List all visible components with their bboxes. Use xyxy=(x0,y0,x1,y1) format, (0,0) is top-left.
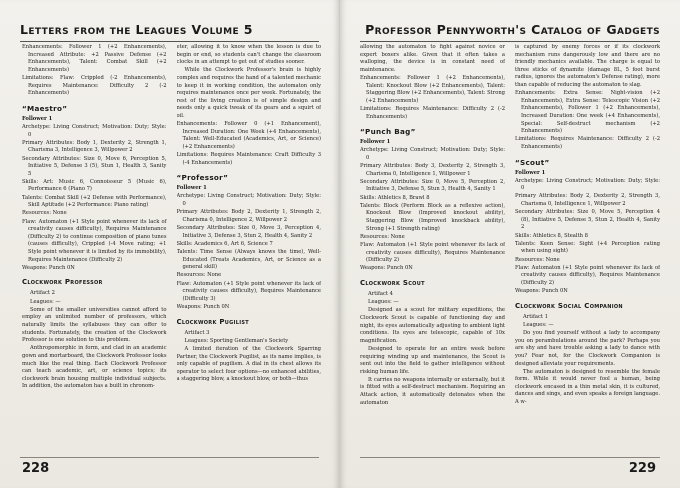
body-paragraph: Designed as a scout for military expeditions, the Clockwork Scout is capable of functioning day and night, its eyes automatically adjusting to ambient light conditions. Its eyes are telescopic, capable of 10x magnification. xyxy=(360,307,505,344)
stat-line: Talents: Combat Skill (+2 Defense with Performance), Skill Aptitude (+2 Performance: Piano rating) xyxy=(22,194,167,209)
stat-line: Follower 1 xyxy=(176,185,207,192)
stat-line: Skills: Art: Music 6, Connoisseur 5 (Music 6), Performance 6 (Piano 7) xyxy=(22,178,167,193)
stat-line: Flaw: Automaton (+1 Style point whenever its lack of creativity causes difficulty), Requires Maintenance (Difficulty 3) xyxy=(176,280,321,302)
body-paragraph: Some of the smaller universities cannot afford to employ an unlimited number of professors, which naturally limits the syllabuses they can offer to students. Fortunately, the creation of the Clockwork Professor is one solution to this problem. xyxy=(22,306,167,344)
stat-line: Weapons: Punch 0N xyxy=(176,303,230,310)
stat-line: Primary Attributes: Body 2, Dexterity 1, Strength 2, Charisma 0, Intelligence 2, Willpower 2 xyxy=(176,209,321,223)
artifact-level: Artifact 1 xyxy=(523,313,548,320)
column-right xyxy=(177,44,322,454)
column-left xyxy=(22,44,167,454)
stat-line: Skills: Academics 6, Art 6, Science 7 xyxy=(176,240,273,247)
follower-heading: “Professor” xyxy=(176,173,229,183)
stat-line: Talents: Time Sense (Always knows the time), Well-Educated (Treats Academics, Art, or Science as a general skill) xyxy=(176,249,321,271)
body-paragraph: eter, allowing it to know when the lesson is due to begin or end, so students can't change the classroom clocks in an attempt to get out of studies sooner. xyxy=(176,44,321,66)
stat-line: Secondary Attributes: Size 0, Move 6, Perception 5, Initiative 5, Defense 3 (5), Stun 1, Health 3, Sanity 5 xyxy=(22,155,167,177)
stat-line: Archetype: Living Construct; Motivation: Duty; Style: 0 xyxy=(515,177,660,192)
artifact-level: Artifact 3 xyxy=(184,329,210,336)
footer-rule xyxy=(20,457,319,458)
follower-heading: “Scout” xyxy=(515,157,550,167)
body-paragraph: is captured by enemy forces or if its clockwork mechanism runs dangerously low and there are no friendly mechanics available. The charge is equal to three sticks of dynamite (damage 8L, 5 foot burst radius, ignores the automaton's Defense rating), more than capable of reducing the automaton to slag. xyxy=(515,44,660,88)
stat-line: Weapons: Punch 0N xyxy=(360,265,413,272)
stat-line: Secondary Attributes: Size 0, Move 5, Perception 2, Initiative 3, Defense 5, Stun 3, Health 4, Sanity 1 xyxy=(360,178,505,193)
artifact-level: Artifact 2 xyxy=(30,290,55,297)
stat-line: Skills: Athletics 8, Brawl 8 xyxy=(360,194,430,201)
stat-line: Flaw: Automaton (+1 Style point whenever its lack of creativity causes difficulty), Requires Maintenance (Difficulty 2) to continue composition of piano tunes (causes difficulty), Crippled (-4 Move rating; +1 Style point whenever it is limited by its immobility), Requires Maintenance (Difficulty 2) xyxy=(22,218,167,263)
stat-line: Follower 1 xyxy=(22,115,53,122)
follower-heading: “Maestro” xyxy=(22,103,68,113)
page-number: 228 xyxy=(22,461,50,476)
text-columns xyxy=(22,44,321,454)
enhancements-text: Enhancements: Follower 1 (+2 Enhancements), Increased Attribute: +2 Passive Defense (+2 Enhancements), Talent: Combat Skill (+2 Enhancements) xyxy=(22,44,167,73)
stat-line: Archetype: Living Construct; Motivation: Duty; Style: 0 xyxy=(176,193,321,208)
stat-line: Secondary Attributes: Size 0, Move 5, Perception 4 (8), Initiative 5, Defense 5, Stun 2, Health 4, Sanity 2 xyxy=(515,209,660,231)
limitations-text: Limitations: Requires Maintenance: Difficulty 2 (-2 Enhancements) xyxy=(360,105,505,120)
artifact-leagues: Leagues: Sporting Gentleman's Society xyxy=(184,337,289,344)
stat-line: Follower 1 xyxy=(360,139,391,146)
artifact-heading: Clockwork Pugilist xyxy=(176,317,249,326)
stat-line: Flaw: Automaton (+1 Style point whenever its lack of creativity causes difficulty), Requires Maintenance (Difficulty 2) xyxy=(360,242,505,264)
artifact-leagues: Leagues: — xyxy=(368,299,399,306)
artifact-level: Artifact 4 xyxy=(368,290,393,297)
stat-line: Weapons: Punch 0N xyxy=(22,264,75,271)
footer-rule xyxy=(360,457,660,458)
stat-line: Follower 1 xyxy=(515,169,546,176)
body-paragraph: allowing the automaton to fight against novice or expert boxers alike. Given that it often takes a walloping, the device is in constant need of maintenance. xyxy=(360,44,505,73)
body-paragraph: It carries no weapons internally or externally, but it is fitted with a self-destruct mechanism. Requiring an Attack action, it automatically detonates when the automaton xyxy=(360,376,505,406)
page-header: Letters from the Leagues Volume 5 xyxy=(20,22,319,42)
artifact-leagues: Leagues: — xyxy=(30,298,61,305)
page-number: 229 xyxy=(628,461,656,476)
stat-line: Talents: Keen Sense: Sight (+4 Perception rating when using sight) xyxy=(515,240,660,255)
enhancements-text: Enhancements: Extra Sense: Night-vision (+2 Enhancements), Extra Sense: Telescopic Vision (+2 Enhancements), Follower 1 (+2 Enhancements), Increased Duration: One week (+4 Enhancements), Special: Self-destruct mechanism (+2 Enhancements) xyxy=(515,90,660,135)
body-paragraph: Designed to operate for an entire week before requiring winding up and maintenance, the Scout is sent out into the field to gather intelligence without risking human life. xyxy=(360,345,505,375)
stat-line: Secondary Attributes: Size 0, Move 3, Perception 4, Initiative 3, Defense 3, Stun 2, Health 4, Sanity 2 xyxy=(176,225,321,239)
body-paragraph: A limited iteration of the Clockwork Sparring Partner, the Clockwork Pugilist, as its name implies, is only capable of pugilism. A dial in its chest allows its operator to select four options—no enhanced abilities, a staggering blow, a knockout blow, or both—thus xyxy=(176,345,321,383)
limitations-text: Limitations: Requires Maintenance: Craft Difficulty 3 (-4 Enhancements) xyxy=(176,152,321,166)
artifact-heading: Clockwork Scout xyxy=(360,278,425,287)
limitations-text: Limitations: Flaw: Crippled (-2 Enhancements), Requires Maintenance: Difficulty 2 (-2 Enhancements) xyxy=(22,74,167,97)
column-right xyxy=(515,44,660,454)
stat-line: Primary Attributes: Body 1, Dexterity 2, Strength 1, Charisma 3, Intelligence 3, Willpower 2 xyxy=(22,139,167,154)
enhancements-text: Enhancements: Follower 1 (+2 Enhancements), Talent: Knockout Blow (+2 Enhancements), Talent: Staggering Blow (+2 Enhancements), Talent: Strong (+2 Enhancements) xyxy=(360,74,505,104)
limitations-text: Limitations: Requires Maintenance: Difficulty 2 (-2 Enhancements) xyxy=(515,136,660,150)
stat-line: Primary Attributes: Body 3, Dexterity 2, Strength 3, Charisma 0, Intelligence 1, Willpower 1 xyxy=(360,163,505,177)
column-left xyxy=(360,44,505,454)
stat-line: Weapons: Punch 0N xyxy=(515,288,568,295)
body-paragraph: The automaton is designed to resemble the female form. While it would never fool a human, being clockwork encased in a thin metal skin, it is cultured, dances and sings, and even speaks a foreign language. A w- xyxy=(515,368,660,406)
stat-line: Resources: None xyxy=(515,256,560,263)
stat-line: Flaw: Automaton (+1 Style point whenever its lack of creativity causes difficulty), Requires Maintenance (Difficulty 2) xyxy=(515,264,660,286)
stat-line: Resources: None xyxy=(360,233,405,240)
body-paragraph: Anthropomorphic in form, and clad in an academic gown and mortarboard, the Clockwork Professor looks much like the real thing. Each Clockwork Professor can teach academic, art, or science topics; its clockwork brain housing multiple individual subjects. In addition, the automaton has a built in chronom- xyxy=(22,345,167,390)
stat-line: Resources: None xyxy=(176,272,222,279)
stat-line: Resources: None xyxy=(22,210,67,217)
stat-line: Skills: Athletics 8, Stealth 8 xyxy=(515,232,588,239)
artifact-leagues: Leagues: — xyxy=(523,321,554,328)
right-page xyxy=(340,0,680,488)
enhancements-text: Enhancements: Follower 0 (+1 Enhancement), Increased Duration: One Week (+4 Enhancements), Talent: Well-Educated (Academics, Art, or Science) (+2 Enhancements) xyxy=(176,121,321,150)
page-header: Professor Pennyworth's Catalog of Gadgets xyxy=(360,22,660,42)
artifact-heading: Clockwork Social Companion xyxy=(515,301,623,310)
text-columns xyxy=(360,44,660,454)
body-paragraph: Do you find yourself without a lady to accompany you on perambulations around the park? Perhaps you are shy and have trouble asking a lady to dance with you? Fear not, for the Clockwork Companion is designed alleviate your requirements. xyxy=(515,330,660,367)
artifact-heading: Clockwork Professor xyxy=(22,278,103,287)
stat-line: Archetype: Living Construct; Motivation: Duty; Style: 0 xyxy=(22,123,167,138)
stat-line: Archetype: Living Construct; Motivation: Duty; Style: 0 xyxy=(360,147,505,161)
body-paragraph: While the Clockwork Professor's brain is highly complex and requires the hand of a talented mechanic to keep it in working condition, the automaton only requires maintenance once per week. Fortunately, the rest of the living creation is of simple design and needs only a quick tweak of its gears and a squirt of oil. xyxy=(176,67,321,119)
stat-line: Primary Attributes: Body 2, Dexterity 2, Strength 3, Charisma 0, Intelligence 1, Willpower 2 xyxy=(515,193,660,208)
follower-heading: “Punch Bag” xyxy=(360,127,416,137)
stat-line: Talents: Block (Perform Block as a reflexive action), Knockout Blow (Improved knockout ability), Staggering Blow (Improved knockback ability), Strong (+1 Strength rating) xyxy=(360,202,505,232)
